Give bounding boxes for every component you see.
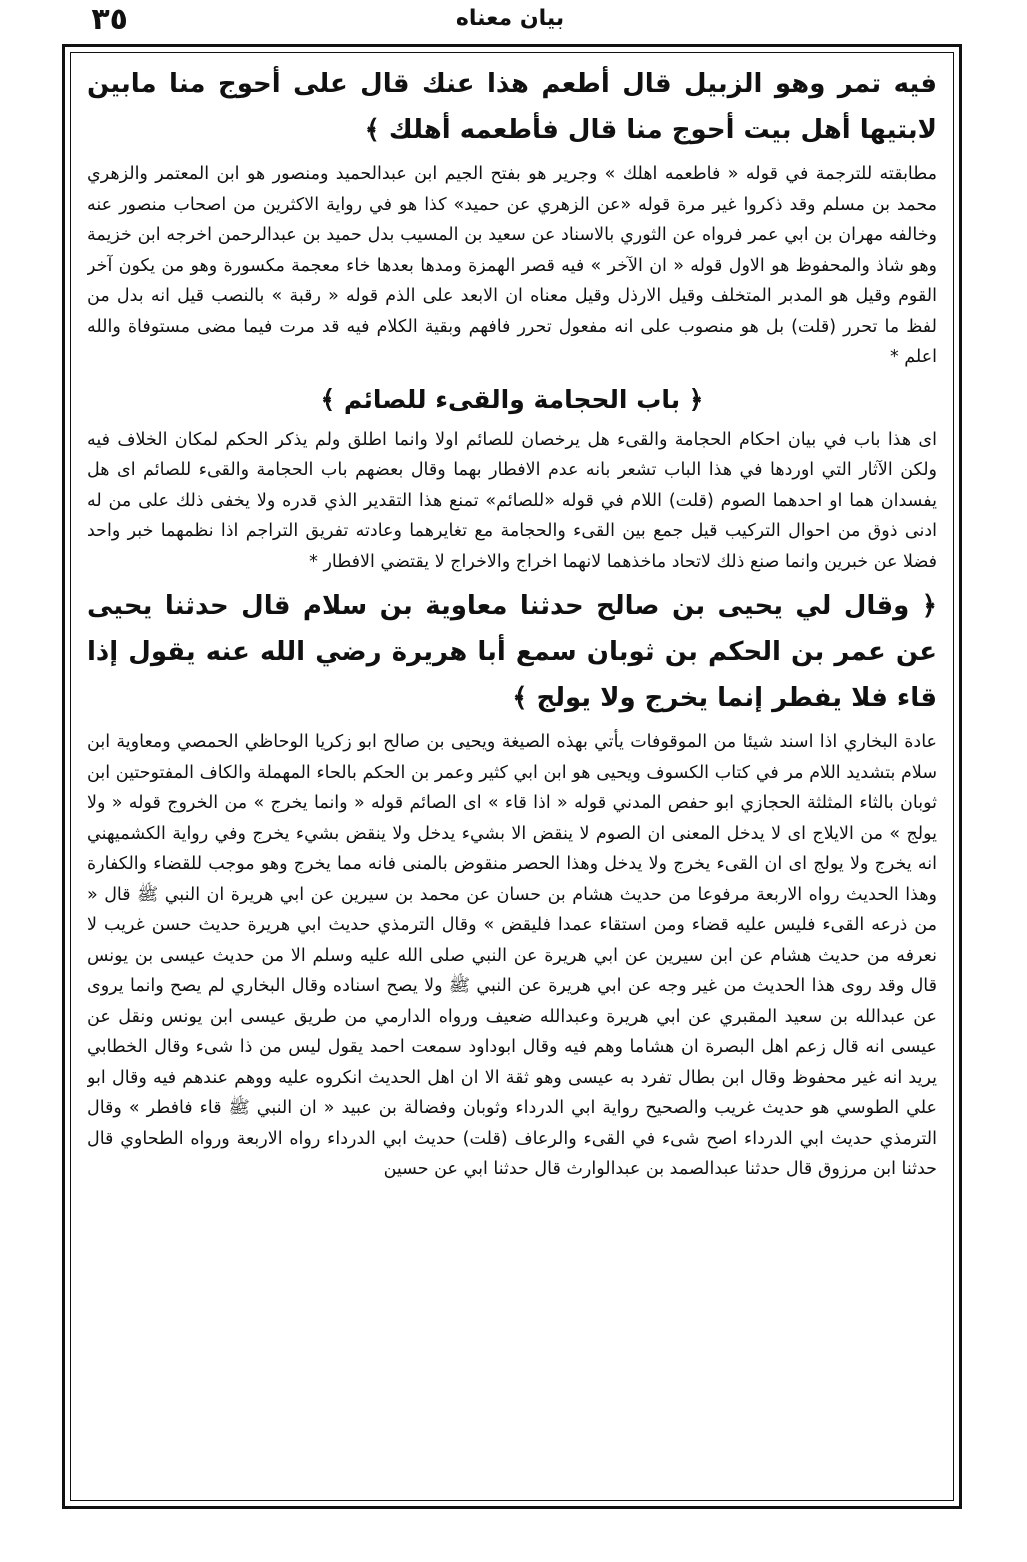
page-number: ٣٥ (91, 2, 128, 37)
commentary-paragraph-1: مطابقته للترجمة في قوله « فاطعمه اهلك » وجرير هو بفتح الجيم ابن عبدالحميد ومنصور هو ابن المعتمر والزهري محمد بن مسلم وقد ذكروا غير مرة قوله «عن الزهري عن حميد» كذا هو في رواية الاكثرين من اصحاب منصور عنه وخالفه مهران بن ابي عمر فرواه عن الثوري بالاسناد عن سعيد بن المسيب بدل حميد بن عبدالرحمن اخرجه ابن خزيمة وهو شاذ والمحفوظ هو الاول قوله « ان الآخر » فيه قصر الهمزة ومدها بعدها خاء معجمة مكسورة وهو من يكون آخر القوم وقيل هو المدبر المتخلف وقيل الارذل وقيل معناه ان الابعد على الذم قوله « رقبة » بالنصب قيل انه بدل من لفظ ما تحرر (قلت) بل هو منصوب على انه مفعول تحرر فافهم وبقية الكلام فيه قد مرت فيما مضى مستوفاة والله اعلم * (87, 164, 937, 367)
running-title: بیان معناه (455, 6, 565, 31)
hadith-text-2: ﴿ وقال لي يحيى بن صالح حدثنا معاوية بن سلام قال حدثنا يحيى عن عمر بن الحكم بن ثوبان سمع أبا هريرة رضي الله عنه يقول إذا قاء فلا يفطر إنما يخرج ولا يولج ﴾ (87, 591, 937, 713)
commentary-paragraph-2: اى هذا باب في بيان احكام الحجامة والقىء هل يرخصان للصائم اولا وانما اطلق ولم يذكر الحكم لمكان الخلاف فيه ولكن الآثار التي اوردها في هذا الباب تشعر بانه عدم الافطار بهما وقال بعضهم باب الحجامة والقىء للصائم اى هل يفسدان هما او احدهما الصوم (قلت) اللام في قوله «للصائم» تمنع هذا التقدير الذي قدره ولا يخفى ذلك على من له ادنى ذوق من احوال التركيب قيل جمع بين القىء والحجامة مع تغايرهما وعادته تفريق التراجم اذا نظمهما خبر واحد فضلا عن خبرين وانما صنع ذلك لاتحاد ماخذهما لانهما اخراج والاخراج لا يقتضي الافطار * (87, 429, 937, 572)
hadith-text-1: فيه تمر وهو الزبيل قال أطعم هذا عنك قال على أحوج منا مابين لابتيها أهل بيت أحوج منا قال فأطعمه أهلك ﴾ (87, 69, 937, 145)
chapter-heading: ﴿ باب الحجامة والقىء للصائم ﴾ (320, 384, 704, 414)
commentary-paragraph-3: عادة البخاري اذا اسند شيئا من الموقوفات يأتي بهذه الصيغة ويحيى بن صالح ابو زكريا الوحاظي الحمصي ومعاوية ابن سلام بتشديد اللام مر في كتاب الكسوف ويحيى هو ابن ابي كثير وعمر بن الحكم بالحاء المهملة والكاف المفتوحتين ابن ثوبان بالثاء المثلثة الحجازي ابو حفص المدني قوله « اذا قاء » اى الصائم قوله « وانما يخرج » من الخروج قوله « ولا يولج » من الايلاج اى لا يدخل المعنى ان الصوم لا ينقض الا بشيء يدخل ولا ينقض بشيء يخرج وفي رواية الكشميهني انه يخرج ولا يولج اى ان القىء يخرج ولا يدخل وهذا الحصر منقوض بالمنى فانه مما يخرج وهو موجب للقضاء والكفارة وهذا الحديث رواه الاربعة مرفوعا من حديث هشام بن حسان عن محمد بن سيرين عن ابي هريرة ان النبي ﷺ قال « من ذرعه القىء فليس عليه قضاء ومن استقاء عمدا فليقض » وقال الترمذي حديث ابي هريرة حديث حسن غريب لا نعرفه من حديث هشام عن ابن سيرين عن ابي هريرة عن النبي صلى الله عليه وسلم الا من حديث عيسى بن يونس قال وقد روى هذا الحديث من غير وجه عن ابي هريرة عن النبي ﷺ ولا يصح اسناده وقال البخاري لم يصح وانما يروى عن عبدالله بن سعيد المقبري عن ابي هريرة وعبدالله ضعيف ورواه الدارمي من طريق عيسى ابن يونس ونقل عن عيسى انه قال زعم اهل البصرة ان هشاما وهم فيه وقال ابوداود سمعت احمد يقول ليس من ذا شىء وقال الخطابي يريد انه غير محفوظ وقال ابن بطال تفرد به عيسى وهو ثقة الا ان اهل الحديث انكروه عليه ووهم عندهم فيه وقال ابو علي الطوسي هو حديث غريب والصحيح رواية ابي الدرداء وثوبان وفضالة بن عبيد « ان النبي ﷺ قاء فافطر » وقال الترمذي حديث ابي الدرداء اصح شىء في القىء والرعاف (قلت) حديث ابي الدرداء رواه الاربعة ورواه الطحاوي قال حدثنا ابن مرزوق قال حدثنا عبدالصمد بن عبدالوارث قال حدثنا ابي عن حسين (87, 732, 937, 1179)
page-body (87, 61, 937, 1496)
page-border (62, 44, 962, 1509)
page-header (60, 0, 960, 42)
